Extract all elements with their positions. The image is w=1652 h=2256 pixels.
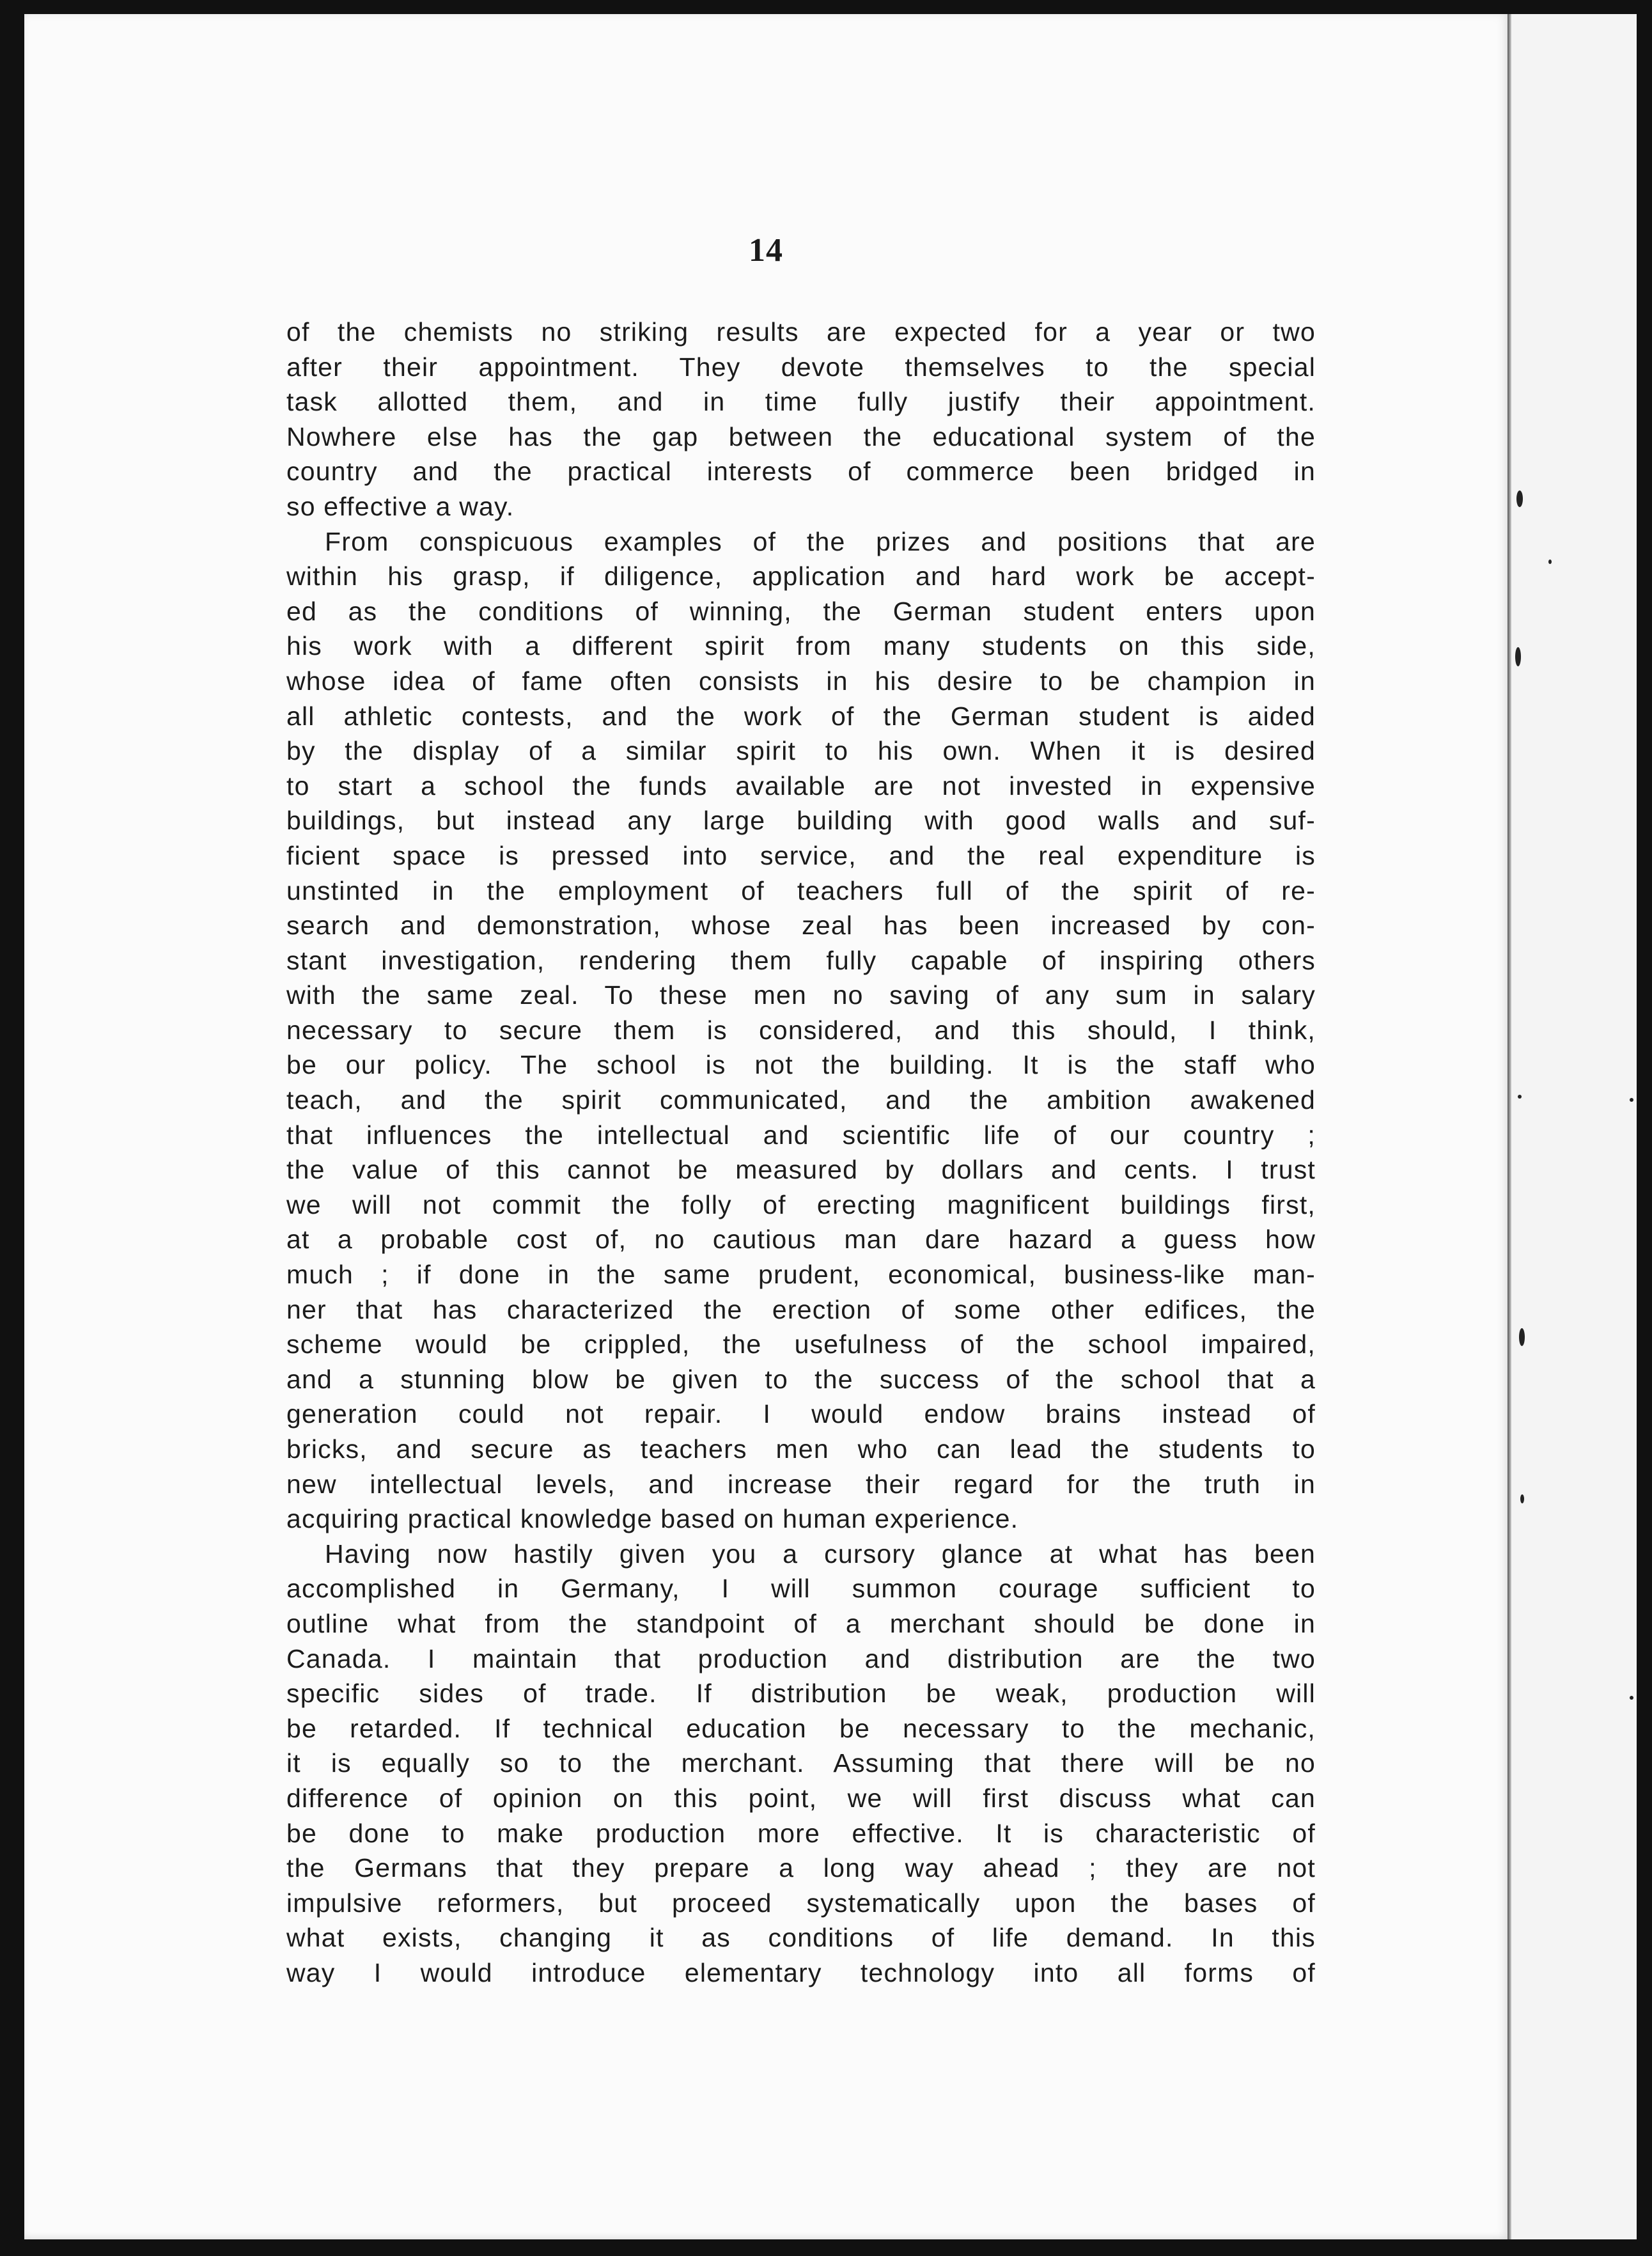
text-line: the Germans that they prepare a long way ahead ; they are not: [286, 1853, 1316, 1883]
text-line: much ; if done in the same prudent, economical, business-like man-: [286, 1260, 1316, 1290]
text-line: with the same zeal. To these men no saving of any sum in salary: [286, 980, 1316, 1010]
margin-speck: [1516, 490, 1523, 507]
margin-speck: [1630, 1098, 1633, 1102]
text-line: stant investigation, rendering them fully capable of inspiring others: [286, 945, 1316, 975]
text-line: be our policy. The school is not the building. It is the staff who: [286, 1050, 1316, 1080]
text-line: bricks, and secure as teachers men who can lead the students to: [286, 1434, 1316, 1464]
text-line: acquiring practical knowledge based on human experience.: [286, 1504, 1019, 1534]
text-line: what exists, changing it as conditions of life demand. In this: [286, 1923, 1316, 1953]
text-line: ficient space is pressed into service, and the real expenditure is: [286, 840, 1316, 870]
text-line: so effective a way.: [286, 491, 515, 521]
text-line: the value of this cannot be measured by dollars and cents. I trust: [286, 1155, 1316, 1185]
text-line: Canada. I maintain that production and distribution are the two: [286, 1643, 1316, 1673]
text-line: buildings, but instead any large building with good walls and suf-: [286, 806, 1316, 836]
text-line: be retarded. If technical education be necessary to the mechanic,: [286, 1713, 1316, 1743]
text-line: to start a school the funds available are not invested in expensive: [286, 771, 1316, 801]
text-line: From conspicuous examples of the prizes and positions that are: [325, 526, 1316, 556]
text-line: generation could not repair. I would endow brains instead of: [286, 1399, 1316, 1429]
text-line: impulsive reformers, but proceed systematically upon the bases of: [286, 1888, 1316, 1918]
text-line: outline what from the standpoint of a merchant should be done in: [286, 1608, 1316, 1638]
text-line: task allotted them, and in time fully justify their appointment.: [286, 387, 1316, 417]
facing-page-edge: [1511, 14, 1637, 2239]
text-line: after their appointment. They devote themselves to the special: [286, 352, 1316, 382]
text-line: Nowhere else has the gap between the educational system of the: [286, 421, 1316, 451]
margin-speck: [1520, 1494, 1524, 1503]
text-line: and a stunning blow be given to the success of the school that a: [286, 1364, 1316, 1394]
text-line: difference of opinion on this point, we will first discuss what can: [286, 1783, 1316, 1813]
scan-right-edge: [1637, 0, 1652, 2256]
text-line: specific sides of trade. If distribution be weak, production will: [286, 1679, 1316, 1709]
margin-speck: [1630, 1696, 1633, 1700]
margin-speck: [1515, 647, 1521, 666]
margin-speck: [1518, 1095, 1522, 1099]
body-text: [286, 315, 1316, 1991]
text-line: way I would introduce elementary technology into all forms of: [286, 1957, 1316, 1987]
text-line: that influences the intellectual and scientific life of our country ;: [286, 1120, 1316, 1150]
text-line: new intellectual levels, and increase their regard for the truth in: [286, 1469, 1316, 1499]
text-line: at a probable cost of, no cautious man dare hazard a guess how: [286, 1225, 1316, 1255]
text-line: necessary to secure them is considered, and this should, I think,: [286, 1015, 1316, 1045]
book-page: [24, 14, 1508, 2239]
text-line: his work with a different spirit from many students on this side,: [286, 631, 1316, 661]
text-line: of the chemists no striking results are expected for a year or two: [286, 317, 1316, 347]
text-line: we will not commit the folly of erecting magnificent buildings first,: [286, 1189, 1316, 1219]
text-line: ner that has characterized the erection of some other edifices, the: [286, 1294, 1316, 1324]
text-line: it is equally so to the merchant. Assuming that there will be no: [286, 1748, 1316, 1778]
page-number: 14: [749, 232, 783, 269]
text-line: search and demonstration, whose zeal has been increased by con-: [286, 911, 1316, 941]
text-line: by the display of a similar spirit to his own. When it is desired: [286, 736, 1316, 766]
text-line: scheme would be crippled, the usefulness of the school impaired,: [286, 1329, 1316, 1359]
margin-speck: [1519, 1328, 1525, 1346]
text-line: all athletic contests, and the work of the German student is aided: [286, 701, 1316, 731]
text-line: teach, and the spirit communicated, and the ambition awakened: [286, 1085, 1316, 1115]
margin-speck: [1548, 560, 1552, 564]
text-line: unstinted in the employment of teachers full of the spirit of re-: [286, 875, 1316, 905]
text-line: Having now hastily given you a cursory glance at what has been: [325, 1539, 1316, 1569]
text-line: country and the practical interests of commerce been bridged in: [286, 457, 1316, 487]
text-line: within his grasp, if diligence, application and hard work be accept-: [286, 561, 1316, 591]
text-line: whose idea of fame often consists in his desire to be champion in: [286, 666, 1316, 696]
text-line: accomplished in Germany, I will summon courage sufficient to: [286, 1574, 1316, 1604]
text-line: be done to make production more effective. It is characteristic of: [286, 1818, 1316, 1848]
text-line: ed as the conditions of winning, the German student enters upon: [286, 596, 1316, 626]
